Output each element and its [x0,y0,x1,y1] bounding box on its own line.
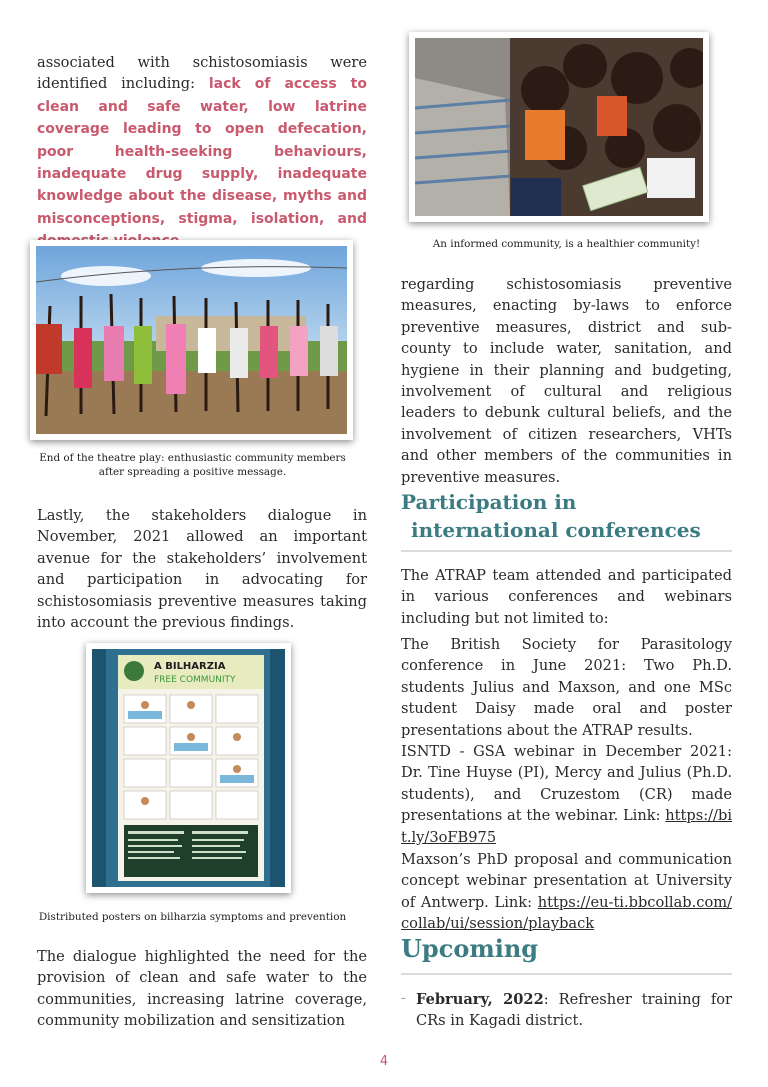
conferences-heading [401,488,732,544]
conferences-heading-line2: international conferences [411,518,701,542]
isntd-text: ISNTD - GSA webinar in December 2021: Dr. Tine Huyse (PI), Mercy and Julius (Ph.D. students), and Cruzestom (CR) made presentations at the webinar. Link: [401,743,732,825]
maxson-text: Maxson’s PhD proposal and communication concept webinar presentation at University of Antwerp. Link: [401,851,732,911]
atrap-conferences-paragraph: The ATRAP team attended and participated in various conferences and webinars including but not limited to: [401,567,732,627]
isntd-webinar-paragraph [401,741,732,848]
informed-community-photo [409,32,709,222]
poster-subtitle: FREE COMMUNITY [154,675,236,685]
upcoming-date: February, 2022 [416,991,544,1008]
conferences-heading-line1: Participation in [401,490,577,514]
isntd-link[interactable]: https://bit.ly/3oFB975 [401,807,732,846]
poster-title: A BILHARZIA [154,661,226,672]
upcoming-text: : Refresher training for CRs in Kagadi district. [416,991,733,1030]
stakeholders-dialogue-paragraph: Lastly, the stakeholders dialogue in November, 2021 allowed an important avenue for the stakeholders’ involvement and participation in advocating for schistosomiasis preventive measures taking into account the previous findings. [37,507,367,632]
theatre-photo-caption: End of the theatre play: enthusiastic community members after spreading a positive message. [39,452,346,478]
maxson-presentation-paragraph [401,849,732,935]
preventive-measures-paragraph: regarding schistosomiasis preventive measures, enacting by-laws to enforce preventive measures, district and sub-county to include water, sanitation, and hygiene in their planning and budgeting, involvement of cultural and religious leaders to debunk cultural beliefs, and the involvement of citizen researchers, VHTs and other members of the communities in preventive measures. [401,276,732,486]
upcoming-heading: Upcoming [401,934,539,963]
conferences-divider [401,550,732,552]
posters-caption: Distributed posters on bilharzia symptoms and prevention [38,911,347,923]
theatre-play-photo [30,240,353,440]
upcoming-divider [401,973,732,975]
posters-photo [86,643,291,893]
upcoming-item [416,989,732,1032]
dialogue-outcome-paragraph: The dialogue highlighted the need for the provision of clean and safe water to the communities, increasing latrine coverage, community mobilization and sensitization [37,948,367,1030]
community-photo-caption: An informed community, is a healthier community! [432,238,701,250]
page-number: 4 [379,1054,389,1069]
maxson-link[interactable]: https://eu-ti.bbcollab.com/collab/ui/session/playback [401,893,732,933]
intro-paragraph [37,52,367,253]
upcoming-bullet-dash: - [401,990,406,1006]
factors-highlight: lack of access to clean and safe water, low latrine coverage leading to open defecation, poor health-seeking behaviours, inadequate drug supply, inadequate knowledge about the disease, myths and misconceptions, stigma, isolation, and [37,76,367,227]
intro-lead: associated with schistosomiasis were identified including: [37,54,367,93]
bsp-conference-paragraph: The British Society for Parasitology conference in June 2021: Two Ph.D. students Julius and Maxson, and one MSc student Daisy made oral and poster presentations about the ATRAP results. [401,636,732,739]
